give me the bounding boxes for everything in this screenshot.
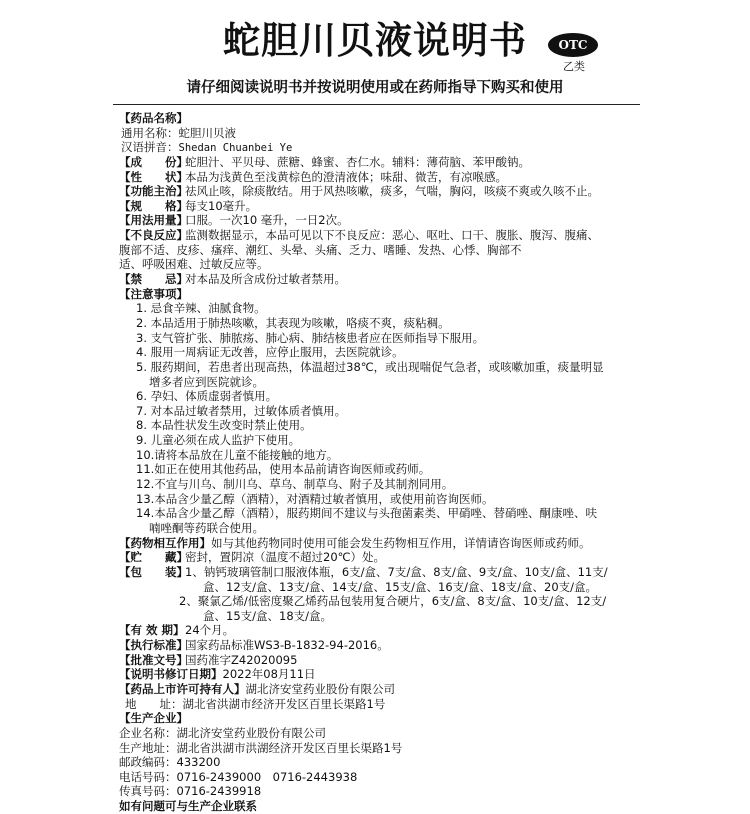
revision-label: 【说明书修订日期】 [119, 667, 223, 682]
interaction-value: 如与其他药物同时使用可能会发生药物相互作用，详情请咨询医师或药师。 [211, 535, 591, 550]
storage-row [119, 550, 639, 565]
zip-value: 433200 [176, 755, 221, 770]
spec-row [119, 199, 639, 214]
revision-row [119, 667, 639, 682]
phone-label: 电话号码： [119, 769, 177, 784]
precaution-item: 增多者应到医院就诊。 [149, 374, 264, 389]
storage-value: 密封，置阴凉（温度不超过20℃）处。 [185, 550, 386, 565]
common-name-row [119, 126, 639, 141]
adverse-label: 【不良反应】 [119, 228, 188, 243]
contra-value: 对本品及所含成份过敏者禁用。 [185, 272, 346, 287]
package-line: 2、聚氯乙烯/低密度聚乙烯药品包装用复合硬片，6支/盒、8支/盒、10支/盒、12支/ [179, 594, 607, 609]
precaution-item: 11.如正在使用其他药品，使用本品前请咨询医师或药师。 [136, 462, 431, 477]
production-address-label: 生产地址： [119, 740, 177, 755]
character-label: 【性 状】 [119, 169, 188, 184]
manufacturer-heading: 【生产企业】 [119, 711, 188, 726]
precaution-item: 5. 服药期间，若患者出现高热，体温超过38℃，或出现喘促气急者，或咳嗽加重，痰量明显 [136, 359, 604, 374]
usage-value: 口服。一次10 毫升，一日2次。 [185, 213, 349, 228]
package-row [119, 565, 639, 580]
character-row [119, 170, 639, 185]
document-subtitle: 请仔细阅读说明书并按说明使用或在药师指导下购买和使用 [186, 80, 564, 96]
fax-value: 0716-2439918 [176, 784, 262, 799]
zip-row [119, 755, 639, 770]
ingredients-value: 蛇胆汁、平贝母、蔗糖、蜂蜜、杏仁水。辅料：薄荷脑、苯甲酸钠。 [185, 154, 530, 169]
adverse-line: 适、呼吸困难、过敏反应等。 [119, 257, 269, 272]
package-label: 【包 装】 [119, 564, 188, 579]
approval-label: 【批准文号】 [119, 652, 188, 667]
interaction-row [119, 536, 639, 551]
contra-label: 【禁 忌】 [119, 272, 188, 287]
usage-row [119, 213, 639, 228]
validity-row [119, 623, 639, 638]
phone-value: 0716-2439000 0716-2443938 [176, 769, 358, 784]
mah-address-value: 湖北省洪湖市经济开发区百里长渠路1号 [182, 696, 386, 711]
company-name-label: 企业名称： [119, 725, 177, 740]
mah-row [119, 682, 639, 697]
pinyin-label: 汉语拼音： [121, 140, 179, 155]
standard-row [119, 638, 639, 653]
otc-mark [548, 33, 600, 75]
contra-row [119, 272, 639, 287]
fax-row [119, 784, 639, 799]
precaution-item: 9. 儿童必须在成人监护下使用。 [136, 433, 301, 448]
production-address-value: 湖北省洪湖市洪湖经济开发区百里长渠路1号 [176, 740, 403, 755]
fax-label: 传真号码： [119, 784, 177, 799]
mah-label: 【药品上市许可持有人】 [119, 681, 246, 696]
pinyin-value: Shedan Chuanbei Ye [178, 142, 293, 155]
zip-label: 邮政编码： [119, 755, 177, 770]
revision-value: 2022年08月11日 [222, 667, 316, 682]
indication-value: 祛风止咳，除痰散结。用于风热咳嗽，痰多，气喘，胸闷，咳痰不爽或久咳不止。 [185, 184, 599, 199]
drug-name-heading: 【药品名称】 [119, 111, 188, 125]
pinyin-row [119, 140, 639, 155]
package-line: 1、钠钙玻璃管制口服液体瓶，6支/盒、7支/盒、8支/盒、9支/盒、10支/盒、11支/ [185, 564, 608, 579]
otc-category: 乙类 [563, 60, 585, 73]
precaution-item: 8. 本品性状发生改变时禁止使用。 [136, 418, 312, 433]
company-name-value: 湖北济安堂药业股份有限公司 [176, 725, 326, 740]
mah-address-label: 地 址： [125, 696, 183, 711]
document-title: 蛇胆川贝液说明书 [223, 19, 527, 62]
indication-label: 【功能主治】 [119, 184, 188, 199]
adverse-line: 腹部不适、皮疹、瘙痒、潮红、头晕、头痛、乏力、嗜睡、发热、心悸、胸部不 [119, 242, 522, 257]
spec-label: 【规 格】 [119, 198, 188, 213]
standard-label: 【执行标准】 [119, 638, 188, 653]
otc-badge: OTC [548, 33, 598, 57]
storage-label: 【贮 藏】 [119, 550, 188, 565]
precaution-item: 13.本品含少量乙醇（酒精），对酒精过敏者慎用，或使用前咨询医师。 [136, 491, 494, 506]
validity-label: 【有 效 期】 [119, 623, 185, 638]
ingredients-row [119, 155, 639, 170]
usage-label: 【用法用量】 [119, 213, 188, 228]
precautions-heading: 【注意事项】 [119, 286, 188, 301]
mah-address-row [119, 697, 639, 712]
approval-row [119, 653, 639, 668]
adverse-line: 监测数据显示，本品可见以下不良反应：恶心、呕吐、口干、腹胀、腹泻、腹痛、 [185, 228, 599, 243]
phone-row [119, 770, 639, 785]
precaution-item: 14.本品含少量乙醇（酒精），服药期间不建议与头孢菌素类、甲硝唑、替硝唑、酮康唑、呋 [136, 506, 598, 521]
company-name-row [119, 726, 639, 741]
approval-value: 国药准字Z42020095 [185, 652, 298, 667]
precaution-item: 6. 孕妇、体质虚弱者慎用。 [136, 389, 278, 404]
precaution-item: 3. 支气管扩张、肺脓疡、肺心病、肺结核患者应在医师指导下服用。 [136, 330, 485, 345]
package-line: 盒、15支/盒、18支/盒。 [203, 608, 333, 623]
interaction-label: 【药物相互作用】 [119, 535, 211, 550]
character-value: 本品为浅黄色至浅黄棕色的澄清液体；味甜、微苦，有凉喉感。 [185, 169, 507, 184]
mah-value: 湖北济安堂药业股份有限公司 [245, 681, 395, 696]
validity-value: 24个月。 [185, 623, 235, 638]
indication-row [119, 184, 639, 199]
precaution-item: 10.请将本品放在儿童不能接触的地方。 [136, 447, 339, 462]
precaution-item: 2. 本品适用于肺热咳嗽，其表现为咳嗽，咯痰不爽，痰粘稠。 [136, 315, 450, 330]
precaution-item: 1. 忌食辛辣、油腻食物。 [136, 301, 266, 316]
common-name-value: 蛇胆川贝液 [178, 125, 236, 140]
production-address-row [119, 741, 639, 756]
standard-value: 国家药品标准WS3-B-1832-94-2016。 [185, 638, 389, 653]
adverse-row [119, 228, 639, 243]
ingredients-label: 【成 份】 [119, 154, 188, 169]
leaflet-body [119, 111, 639, 814]
header-divider [113, 104, 640, 105]
spec-value: 每支10毫升。 [185, 198, 258, 213]
contact-footer: 如有问题可与生产企业联系 [119, 799, 257, 814]
precaution-item: 12.不宜与川乌、制川乌、草乌、制草乌、附子及其制剂同用。 [136, 477, 454, 492]
precaution-item: 4. 服用一周病证无改善，应停止服用，去医院就诊。 [136, 345, 404, 360]
common-name-label: 通用名称： [121, 125, 179, 140]
precaution-item: 喃唑酮等药联合使用。 [149, 520, 264, 535]
package-line: 盒、12支/盒、13支/盒、14支/盒、15支/盒、16支/盒、18支/盒、20支/盒。 [203, 579, 598, 594]
precaution-item: 7. 对本品过敏者禁用，过敏体质者慎用。 [136, 403, 347, 418]
